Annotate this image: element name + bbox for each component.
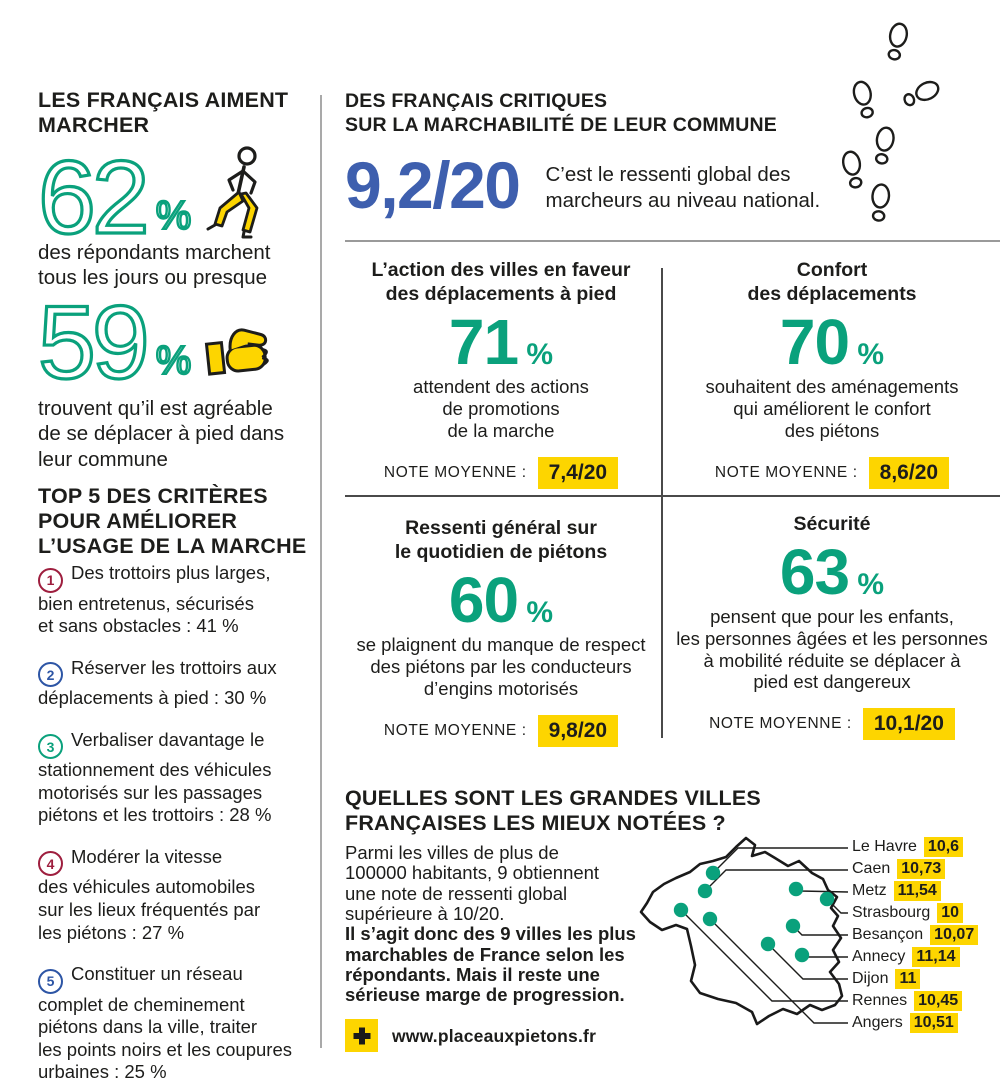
stat-59-unit: % [155,339,192,384]
city-dot [703,912,717,926]
list-item [38,657,322,710]
city-score: 10,51 [910,1013,958,1033]
quadrant-percent: 70 [779,306,850,379]
list-item [38,846,322,944]
thumbs-up-icon [203,315,291,379]
city-row [852,881,941,901]
rank-5-badge: 5 [38,969,63,994]
city-score: 10 [937,903,963,923]
note-label: NOTE MOYENNE : [383,463,527,481]
quadrant-securite [664,512,1000,740]
top5-list [38,562,322,1084]
note-label: NOTE MOYENNE : [383,721,527,739]
note-value: 7,4/20 [538,457,618,489]
france-map [641,838,848,1024]
quadrant-action-villes [345,258,657,489]
quadrant-percent: 71 [448,306,519,379]
city-row [852,903,963,923]
city-dot [706,866,720,880]
national-score [345,148,821,222]
city-connector-lines [681,848,848,1023]
quadrant-caption: souhaitent des aménagements qui améliorent le confort des piétons [705,376,959,441]
section-title-top5: TOP 5 DES CRITÈRES POUR AMÉLIORER L’USAGE DE LA MARCHE [38,484,307,558]
section-title-villes: QUELLES SONT LES GRANDES VILLES FRANÇAISES LES MIEUX NOTÉES ? [345,786,761,835]
list-item-text: Verbaliser davantage le stationnement des véhicules motorisés sur les passages piétons et les trottoirs : 28 % [38,728,272,826]
rank-1-badge: 1 [38,568,63,593]
city-dot [795,948,809,962]
list-item-text: Constituer un réseau complet de cheminement piétons dans la ville, traiter les points noirs et les coupures urbaines : 25 % [38,963,292,1083]
note-label: NOTE MOYENNE : [709,715,852,733]
city-score: 10,45 [914,991,962,1011]
city-name: Dijon [852,970,889,987]
walking-person-icon [205,146,271,240]
list-item-text: Réserver les trottoirs aux déplacements à pied : 30 % [38,656,277,709]
city-name: Caen [852,860,891,877]
score-divider [345,240,1000,242]
city-dot [674,903,688,917]
note-value: 8,6/20 [869,457,949,489]
city-dot [786,919,800,933]
quadrant-horizontal-divider [345,495,1000,497]
city-row [852,1013,958,1033]
cities-intro [345,843,667,1006]
city-dot [789,882,803,896]
quadrant-percent: 60 [448,564,519,637]
website-link[interactable]: www.placeauxpietons.fr [392,1026,597,1046]
quadrant-title: L’action des villes en faveur des déplacements à pied [371,259,631,306]
stat-62-value: 62 [38,139,146,256]
quadrant-percent-unit: % [518,596,554,630]
city-dots [674,866,834,962]
national-score-value: 9,2/20 [345,148,520,222]
section-title-critiques: DES FRANÇAIS CRITIQUES SUR LA MARCHABILITÉ DE LEUR COMMUNE [345,90,778,136]
rank-2-badge: 2 [38,662,63,687]
stat-59-caption: trouvent qu’il est agréable de se déplacer à pied dans leur commune [38,397,285,471]
city-score: 11,14 [912,947,959,967]
city-name: Strasbourg [852,904,931,921]
quadrant-percent-unit: % [849,338,885,372]
city-score: 11,54 [894,881,941,901]
list-item [38,729,322,827]
city-dot [820,892,834,906]
city-name: Annecy [852,948,906,965]
stat-59-value: 59 [38,285,146,401]
city-name: Le Havre [852,838,917,855]
quadrant-caption: se plaignent du manque de respect des piétons par les conducteurs d’engins motorisés [356,634,646,699]
list-item [38,562,322,638]
quadrant-vertical-divider [661,268,663,738]
city-row [852,947,960,967]
note-label: NOTE MOYENNE : [714,463,858,481]
city-row [852,969,920,989]
quadrant-title: Sécurité [793,513,871,535]
city-name: Angers [852,1014,903,1031]
city-score: 10,6 [924,837,963,857]
city-row [852,925,978,945]
cities-intro-bold: Il s’agit donc des 9 villes les plus marchables de France selon les répondants. Mais il reste une sérieuse marge de progression. [345,923,636,1006]
cities-intro-normal: Parmi les villes de plus de 100000 habitants, 9 obtiennent une note de ressenti global supérieure à 10/20. [345,842,600,925]
city-score: 10,73 [897,859,945,879]
list-item-text: Modérer la vitesse des véhicules automobiles sur les lieux fréquentés par les piétons : 27 % [38,845,261,943]
city-score: 11 [895,969,920,989]
quadrant-caption: attendent des actions de promotions de la marche [413,376,589,441]
city-dot [761,937,775,951]
plus-icon [345,1019,378,1052]
quadrant-title: Confort des déplacements [747,259,917,306]
section-title-walking: LES FRANÇAIS AIMENT MARCHER [38,88,289,137]
quadrant-percent: 63 [779,536,850,609]
city-dot [698,884,712,898]
city-row [852,991,962,1011]
france-outline [641,838,842,1024]
list-item-text: Des trottoirs plus larges, bien entretenus, sécurisés et sans obstacles : 41 % [38,562,271,637]
rank-4-badge: 4 [38,851,63,876]
stat-62 [38,139,271,256]
city-row [852,837,963,857]
quadrant-caption: pensent que pour les enfants, les personnes âgées et les personnes à mobilité réduite se déplacer à pied est dangereux [676,605,988,693]
city-score: 10,07 [930,925,978,945]
rank-3-badge: 3 [38,734,63,759]
note-value: 9,8/20 [538,715,618,747]
national-score-caption: C’est le ressenti global des marcheurs au niveau national. [545,162,821,212]
stat-62-caption: des répondants marchent tous les jours ou presque [38,241,271,290]
list-item [38,963,322,1084]
quadrant-title: Ressenti général sur le quotidien de piétons [394,517,608,564]
quadrant-ressenti [345,516,657,747]
stat-62-unit: % [155,194,192,238]
quadrant-percent-unit: % [849,568,885,602]
quadrant-confort [664,258,1000,489]
city-name: Besançon [852,926,924,943]
city-name: Rennes [852,992,908,1009]
city-row [852,859,945,879]
stat-59 [38,285,291,401]
city-name: Metz [852,882,887,899]
quadrant-percent-unit: % [518,338,554,372]
note-value: 10,1/20 [863,708,955,740]
